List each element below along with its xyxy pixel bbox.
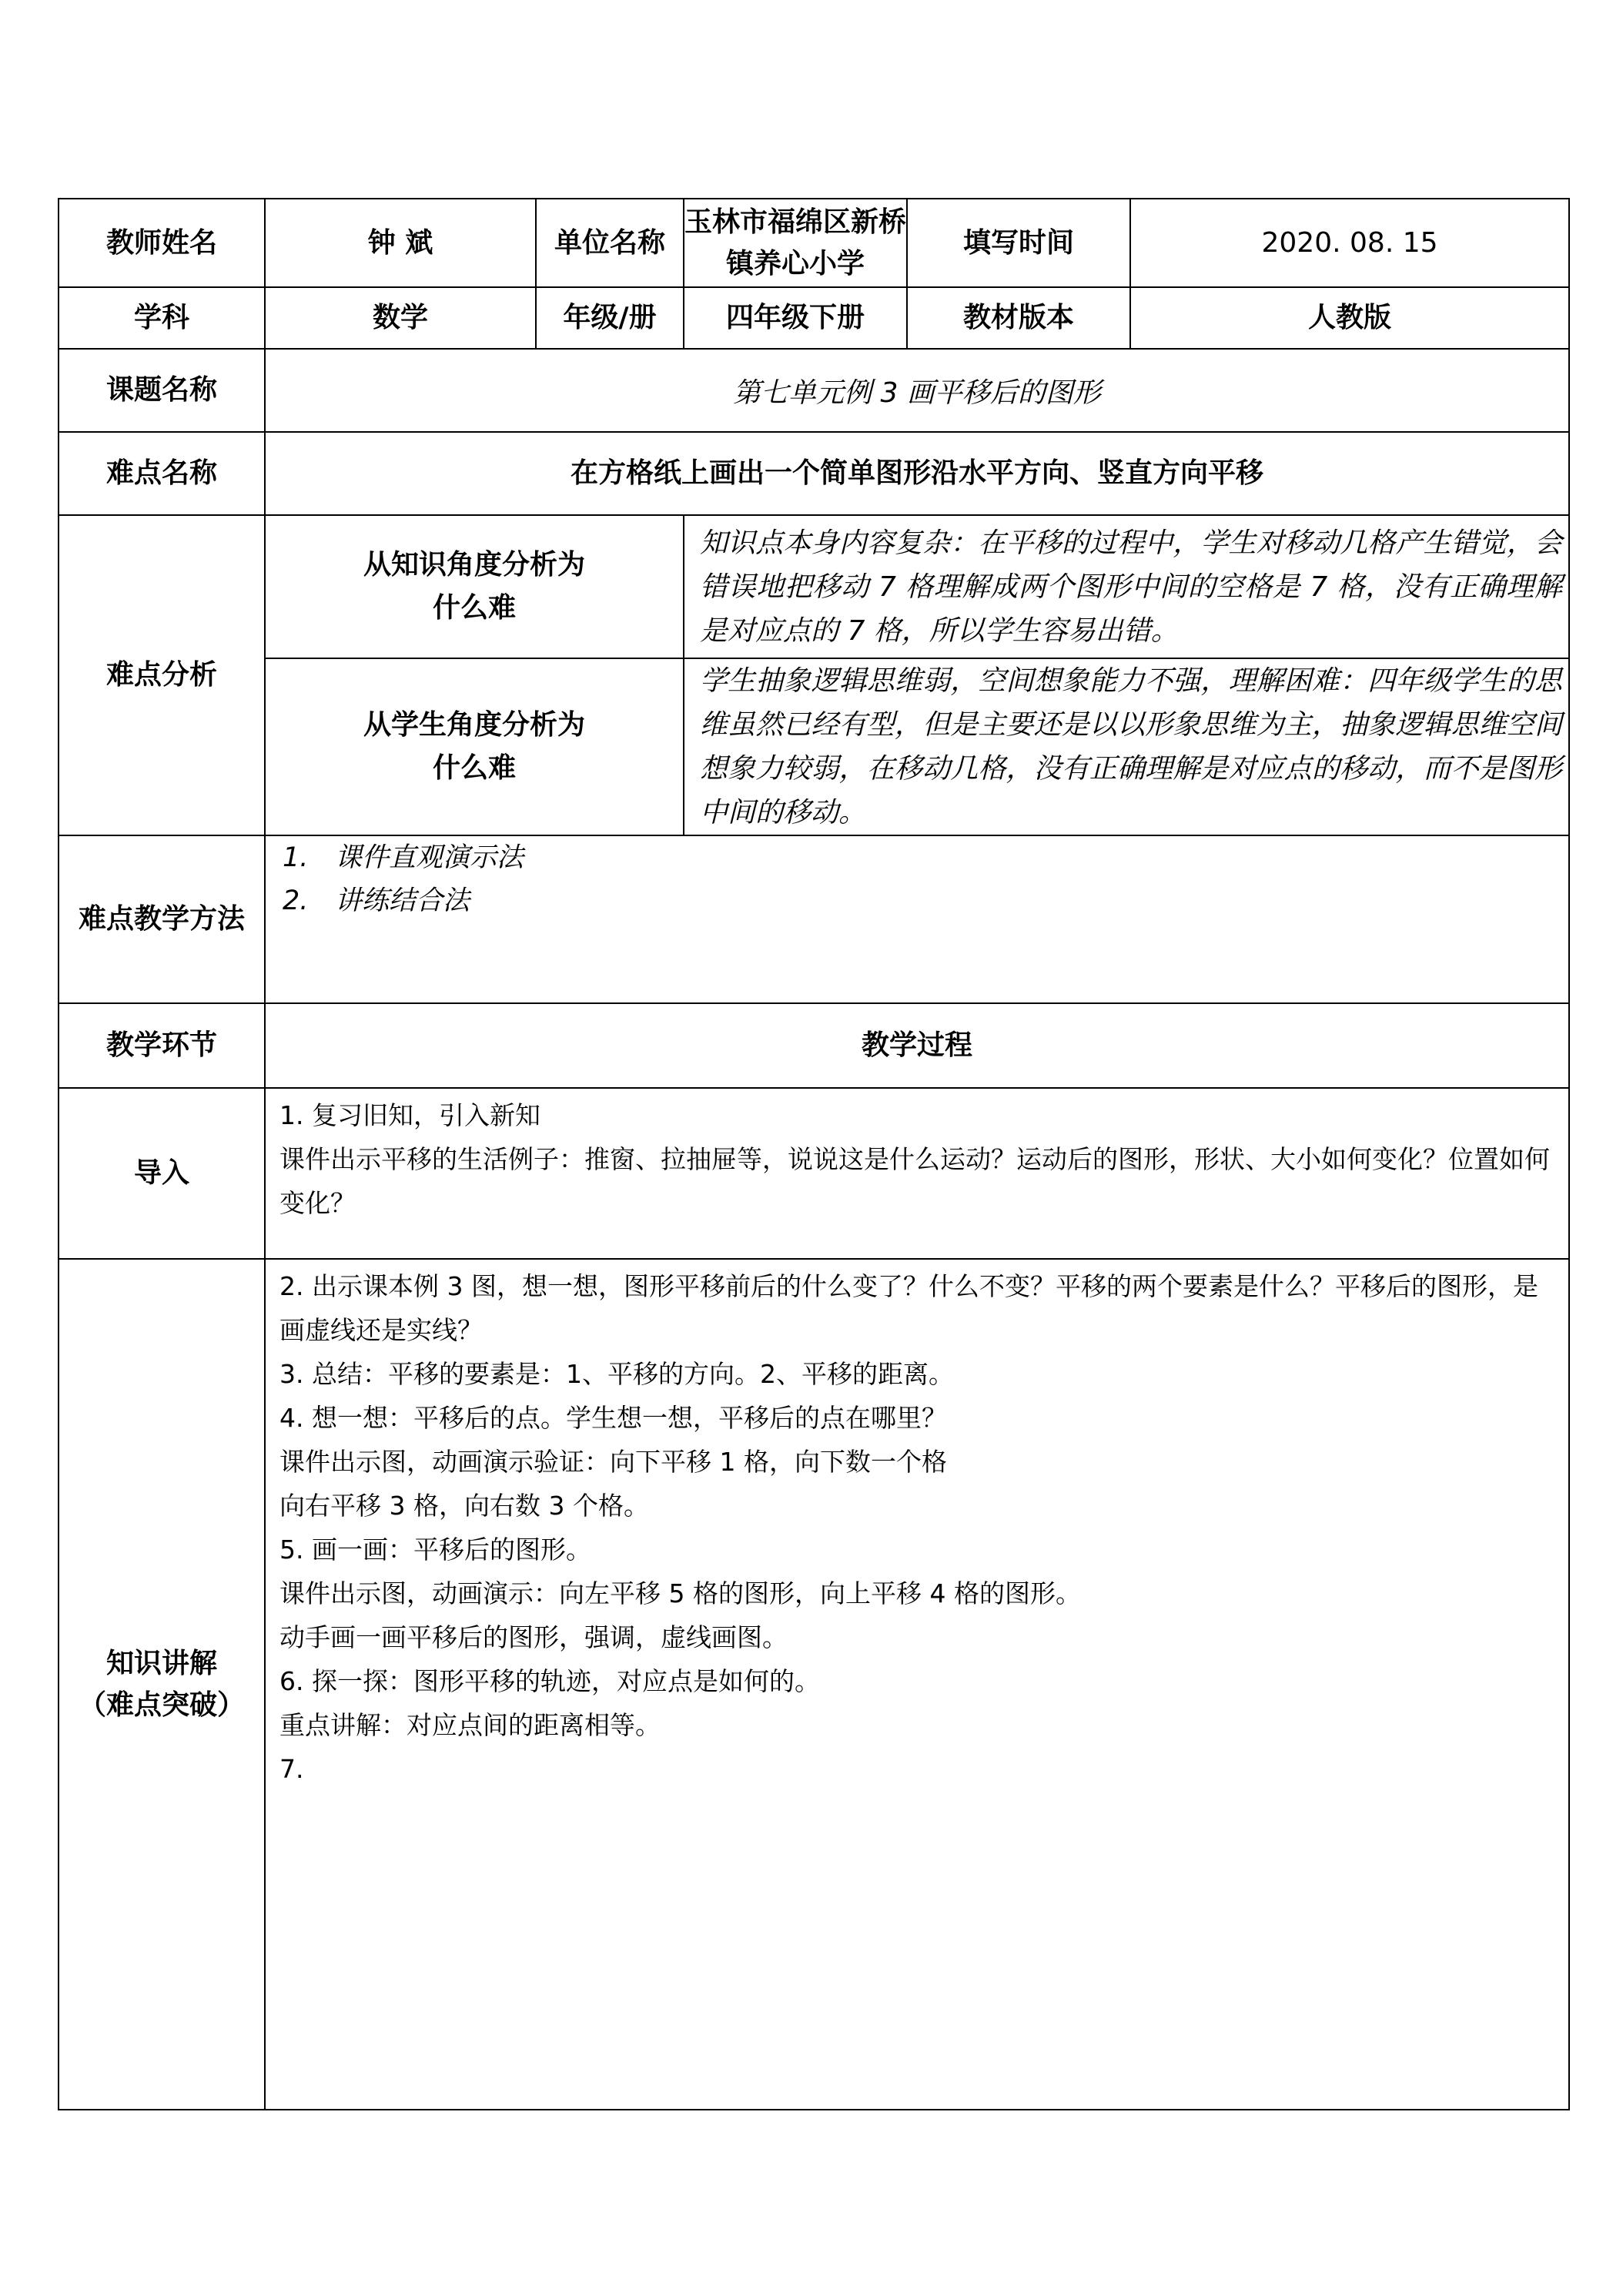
student-angle-label-line1: 从学生角度分析为 — [363, 709, 585, 741]
subject-value: 数学 — [265, 287, 536, 349]
stage-label: 教学环节 — [59, 1003, 265, 1088]
explain-line: 7. — [279, 1754, 304, 1784]
method-item-text: 课件直观演示法 — [335, 842, 524, 873]
method-item-number: 1. — [283, 842, 309, 873]
explain-line: 动手画一画平移后的图形，强调，虚线画图。 — [279, 1622, 788, 1652]
knowledge-angle-text: 知识点本身内容复杂：在平移的过程中，学生对移动几格产生错觉，会错误地把移动 7 格理解成两个图形中间的空格是 7 格，没有正确理解是对应点的 7 格，所以学生容易出错。 — [684, 515, 1569, 658]
edition-value: 人教版 — [1130, 287, 1569, 349]
date-label: 填写时间 — [907, 199, 1130, 287]
grade-label: 年级/册 — [536, 287, 684, 349]
explain-label — [59, 1259, 265, 2110]
teacher-name: 钟 斌 — [265, 199, 536, 287]
explain-line: 4. 想一想：平移后的点。学生想一想，平移后的点在哪里？ — [279, 1403, 947, 1433]
unit-name — [684, 199, 907, 287]
intro-row — [59, 1088, 1569, 1259]
method-item — [283, 879, 1568, 922]
methods-list — [265, 835, 1569, 1003]
analysis-knowledge-row — [59, 515, 1569, 658]
explain-line: 课件出示图，动画演示：向左平移 5 格的图形，向上平移 4 格的图形。 — [279, 1578, 1081, 1608]
teacher-label: 教师姓名 — [59, 199, 265, 287]
unit-name-line2: 镇养心小学 — [726, 247, 865, 279]
process-header-row — [59, 1003, 1569, 1088]
topic-row — [59, 349, 1569, 432]
intro-label: 导入 — [59, 1088, 265, 1259]
process-label: 教学过程 — [265, 1003, 1569, 1088]
subject-label: 学科 — [59, 287, 265, 349]
student-angle-text: 学生抽象逻辑思维弱，空间想象能力不强，理解困难：四年级学生的思维虽然已经有型，但是主要还是以以形象思维为主，抽象逻辑思维空间想象力较弱，在移动几格，没有正确理解是对应点的移动，而不是图形中间的移动。 — [684, 658, 1569, 835]
knowledge-angle-label-line2: 什么难 — [432, 592, 516, 624]
explain-line: 3. 总结：平移的要素是：1、平移的方向。2、平移的距离。 — [279, 1359, 954, 1389]
explain-label-line2: （难点突破） — [78, 1689, 245, 1721]
method-item — [283, 836, 1568, 879]
difficulty-value: 在方格纸上画出一个简单图形沿水平方向、竖直方向平移 — [265, 432, 1569, 515]
analysis-student-row — [59, 658, 1569, 835]
explain-line: 6. 探一探：图形平移的轨迹，对应点是如何的。 — [279, 1666, 820, 1696]
method-item-number: 2. — [283, 885, 309, 916]
difficulty-label: 难点名称 — [59, 432, 265, 515]
lesson-plan-table — [58, 198, 1570, 2110]
explain-line: 5. 画一画：平移后的图形。 — [279, 1535, 591, 1565]
difficulty-row — [59, 432, 1569, 515]
explain-label-line1: 知识讲解 — [105, 1647, 217, 1679]
methods-row — [59, 835, 1569, 1003]
unit-name-line1: 玉林市福绵区新桥 — [684, 206, 907, 238]
edition-label: 教材版本 — [907, 287, 1130, 349]
unit-label: 单位名称 — [536, 199, 684, 287]
explain-content — [265, 1259, 1569, 2110]
explain-line: 课件出示图，动画演示验证：向下平移 1 格，向下数一个格 — [279, 1447, 947, 1477]
explain-line: 向右平移 3 格，向右数 3 个格。 — [279, 1491, 649, 1521]
topic-label: 课题名称 — [59, 349, 265, 432]
knowledge-angle-label — [265, 515, 684, 658]
grade-value: 四年级下册 — [684, 287, 907, 349]
header-row-2 — [59, 287, 1569, 349]
explain-line: 重点讲解：对应点间的距离相等。 — [279, 1710, 661, 1740]
header-row-1 — [59, 199, 1569, 287]
methods-label: 难点教学方法 — [59, 835, 265, 1003]
intro-line: 课件出示平移的生活例子：推窗、拉抽屉等，说说这是什么运动？运动后的图形，形状、大小如何变化？位置如何变化？ — [279, 1144, 1550, 1218]
explain-line: 2. 出示课本例 3 图，想一想，图形平移前后的什么变了？什么不变？平移的两个要素是什么？平移后的图形，是画虚线还是实线？ — [279, 1271, 1538, 1345]
intro-content — [265, 1088, 1569, 1259]
student-angle-label — [265, 658, 684, 835]
analysis-label: 难点分析 — [59, 515, 265, 835]
explain-row — [59, 1259, 1569, 2110]
topic-value: 第七单元例 3 画平移后的图形 — [265, 349, 1569, 432]
date-value: 2020. 08. 15 — [1130, 199, 1569, 287]
intro-line: 1. 复习旧知，引入新知 — [279, 1100, 540, 1130]
student-angle-label-line2: 什么难 — [432, 752, 516, 784]
knowledge-angle-label-line1: 从知识角度分析为 — [363, 549, 585, 581]
method-item-text: 讲练结合法 — [335, 885, 470, 916]
